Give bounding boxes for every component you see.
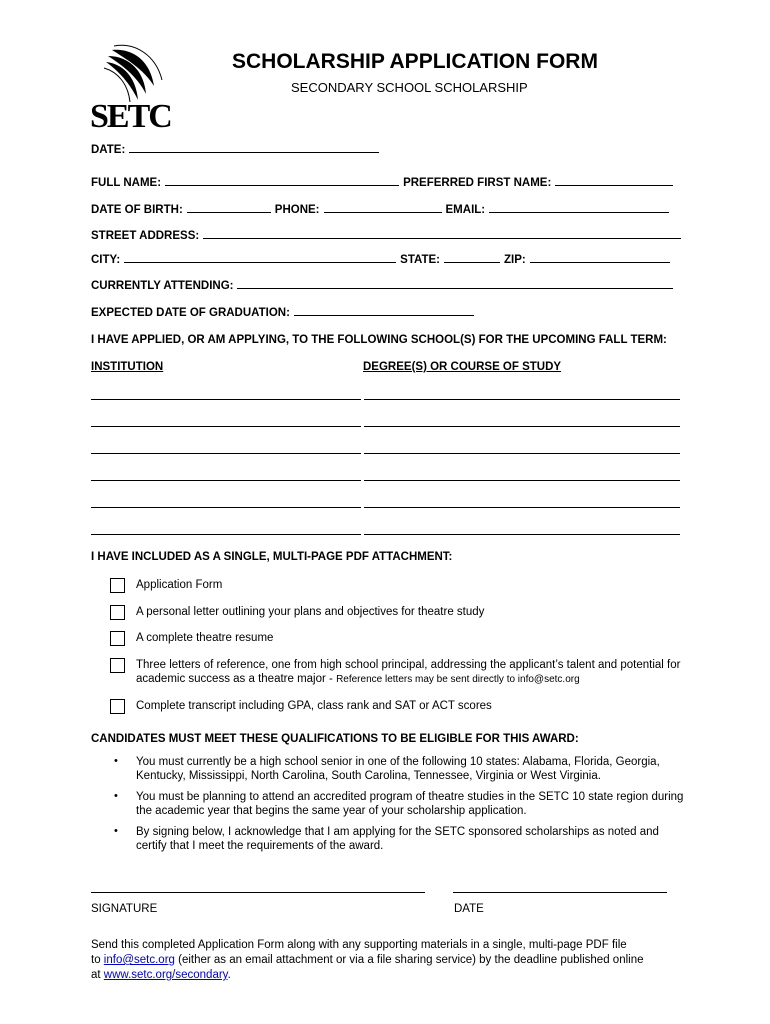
checkbox-reference-letters[interactable] [110,658,125,673]
institution-line-1[interactable] [91,399,361,400]
checkbox-label-application-form: Application Form [136,579,223,591]
full-name-field[interactable] [165,184,399,186]
footer-line3-pre: at [91,969,104,981]
signature-line[interactable] [91,892,425,893]
signature-label: SIGNATURE [91,903,158,915]
preferred-first-name-label: PREFERRED FIRST NAME: [403,177,552,189]
preferred-first-name-field[interactable] [555,184,673,186]
qualification-item-2 [136,790,696,818]
checkbox-label-theatre-resume: A complete theatre resume [136,632,274,644]
reference-letters-line2: academic success as a theatre major - [136,673,337,685]
phone-field[interactable] [324,211,442,213]
reference-letters-note: Reference letters may be sent directly to info@setc.org [336,674,580,685]
email-field[interactable] [489,211,669,213]
city-row [91,254,674,266]
checkbox-application-form[interactable] [110,578,125,593]
state-label: STATE: [400,254,440,266]
setc-logo [84,42,174,134]
zip-field[interactable] [530,261,670,263]
qualification-item-1 [136,755,696,783]
degree-line-5[interactable] [364,507,680,508]
bullet-icon: • [114,825,118,837]
city-label: CITY: [91,254,121,266]
date-row [91,144,383,156]
reference-letters-line1: Three letters of reference, one from high school principal, addressing the applicant’s talent and potential for [136,659,681,671]
bullet-icon: • [114,755,118,767]
page-title: SCHOLARSHIP APPLICATION FORM [232,50,598,73]
currently-attending-field[interactable] [237,287,673,289]
bullet-icon: • [114,790,118,802]
qualification-item-3 [136,825,696,853]
institution-column-header: INSTITUTION [91,361,164,373]
attending-row [91,280,677,292]
degree-line-1[interactable] [364,399,680,400]
dob-row [91,204,673,216]
graduation-row [91,307,478,319]
signature-date-line[interactable] [453,892,667,893]
footer-text [91,938,691,983]
dob-label: DATE OF BIRTH: [91,204,183,216]
attachment-heading: I HAVE INCLUDED AS A SINGLE, MULTI-PAGE PDF ATTACHMENT: [91,551,453,563]
qualification-2-line2: the academic year that begins the same year of your scholarship application. [136,805,527,817]
checkbox-transcript[interactable] [110,699,125,714]
city-field[interactable] [124,261,396,263]
signature-date-label: DATE [454,903,484,915]
institution-line-3[interactable] [91,453,361,454]
footer-line1: Send this completed Application Form along with any supporting materials in a single, multi-page PDF file [91,939,627,951]
footer-line2-post: (either as an email attachment or via a file sharing service) by the deadline published online [174,954,644,966]
checkbox-theatre-resume[interactable] [110,631,125,646]
street-address-field[interactable] [203,237,681,239]
expected-graduation-field[interactable] [294,314,474,316]
institution-line-6[interactable] [91,534,361,535]
dob-field[interactable] [187,211,271,213]
email-label: EMAIL: [445,204,486,216]
degree-line-2[interactable] [364,426,680,427]
footer-line2-pre: to [91,954,104,966]
date-field[interactable] [129,151,379,153]
footer-line3-post: . [227,969,231,981]
page-subtitle: SECONDARY SCHOOL SCHOLARSHIP [291,80,528,95]
institution-line-2[interactable] [91,426,361,427]
street-row [91,230,685,242]
logo-text: SETC [90,98,171,135]
phone-label: PHONE: [274,204,320,216]
currently-attending-label: CURRENTLY ATTENDING: [91,280,234,292]
checkbox-personal-letter[interactable] [110,605,125,620]
qualification-1-line2: Kentucky, Mississippi, North Carolina, South Carolina, Tennessee, Virginia or West Virginia. [136,770,601,782]
zip-label: ZIP: [504,254,526,266]
email-link[interactable]: info@setc.org [103,954,175,966]
state-field[interactable] [444,261,500,263]
date-label: DATE: [91,144,126,156]
qualification-1-line1: You must currently be a high school senior in one of the following 10 states: Alabama, Florida, Georgia, [136,756,660,768]
schools-heading: I HAVE APPLIED, OR AM APPLYING, TO THE FOLLOWING SCHOOL(S) FOR THE UPCOMING FALL TERM: [91,334,667,346]
checkbox-label-reference-letters [136,658,696,687]
checkbox-label-transcript: Complete transcript including GPA, class rank and SAT or ACT scores [136,700,492,712]
expected-graduation-label: EXPECTED DATE OF GRADUATION: [91,307,290,319]
qualification-3-line1: By signing below, I acknowledge that I am applying for the SETC sponsored scholarships as noted and [136,826,659,838]
degree-line-4[interactable] [364,480,680,481]
qualifications-heading: CANDIDATES MUST MEET THESE QUALIFICATIONS TO BE ELIGIBLE FOR THIS AWARD: [91,733,579,745]
qualification-3-line2: certify that I meet the requirements of the award. [136,840,384,852]
qualification-2-line1: You must be planning to attend an accredited program of theatre studies in the SETC 10 state region during [136,791,684,803]
name-row [91,177,677,189]
degree-column-header: DEGREE(S) OR COURSE OF STUDY [363,361,562,373]
website-link[interactable]: www.setc.org/secondary [103,969,228,981]
street-address-label: STREET ADDRESS: [91,230,200,242]
degree-line-6[interactable] [364,534,680,535]
institution-line-5[interactable] [91,507,361,508]
checkbox-label-personal-letter: A personal letter outlining your plans and objectives for theatre study [136,606,485,618]
institution-line-4[interactable] [91,480,361,481]
full-name-label: FULL NAME: [91,177,162,189]
degree-line-3[interactable] [364,453,680,454]
